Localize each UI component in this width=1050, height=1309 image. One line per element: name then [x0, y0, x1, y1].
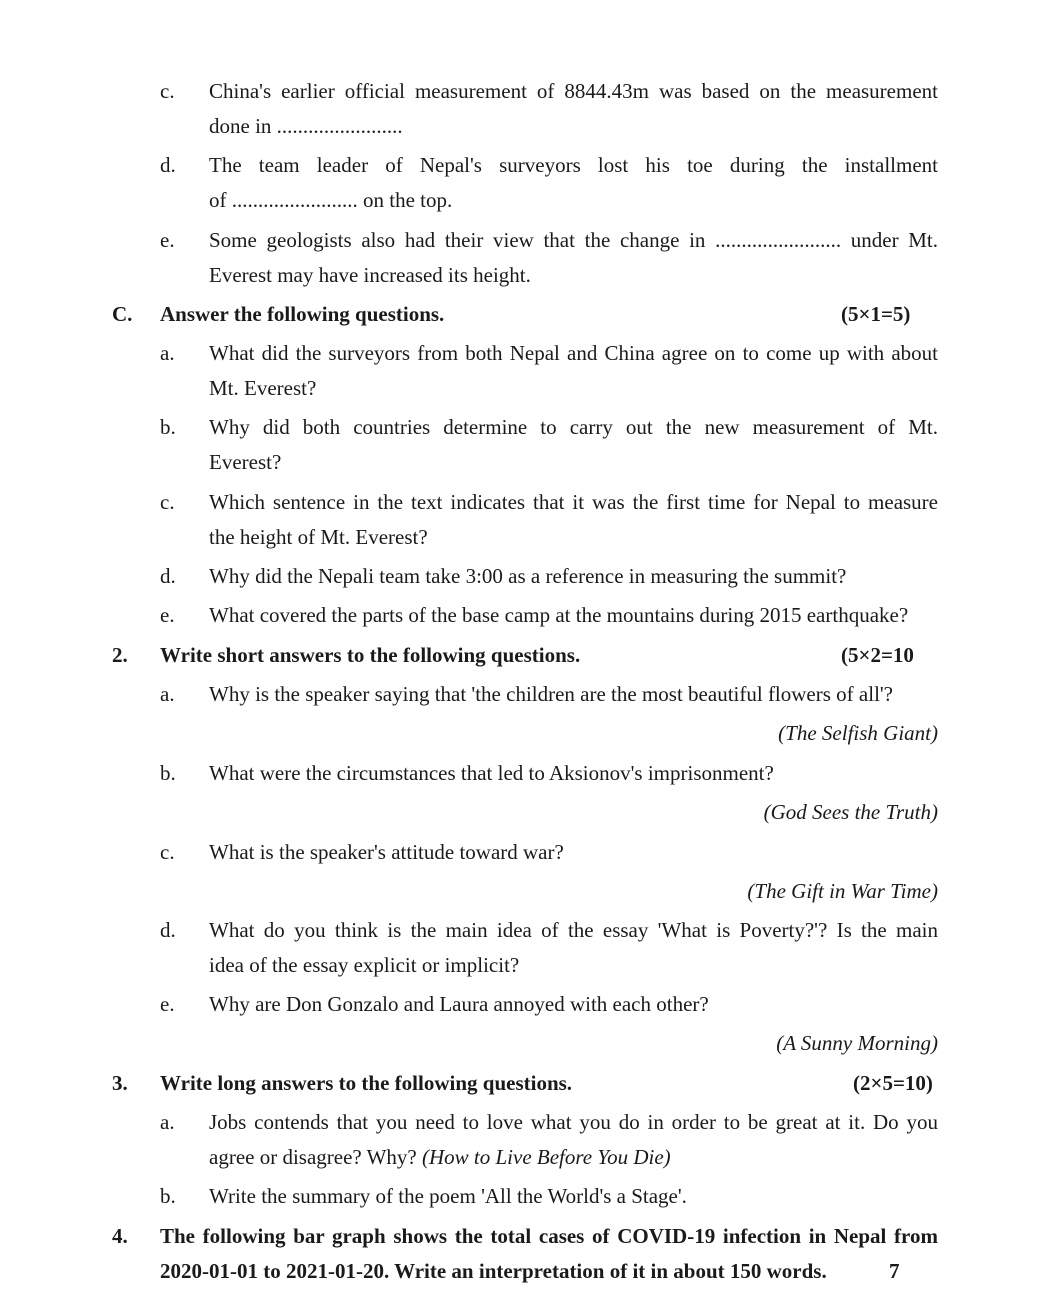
question-text: What covered the parts of the base camp at the mountains during 2015 earthquake?: [209, 603, 909, 627]
section-marks: (5×1=5): [841, 302, 911, 326]
item-label: b.: [160, 415, 176, 439]
source-citation: (The Gift in War Time): [747, 879, 938, 903]
item-label: e.: [160, 228, 175, 252]
question-text: Jobs contends that you need to love what you do in order to be great at it. Do you: [209, 1110, 938, 1134]
item-label: c.: [160, 79, 175, 103]
item-label: a.: [160, 1110, 175, 1134]
question-marks: 7: [889, 1259, 900, 1283]
question-text: of ........................ on the top.: [209, 188, 453, 212]
item-label: b.: [160, 1184, 176, 1208]
item-label: b.: [160, 761, 176, 785]
item-label: d.: [160, 564, 176, 588]
section-label: C.: [112, 302, 133, 326]
item-label: c.: [160, 490, 175, 514]
question-heading: 2020-01-01 to 2021-01-20. Write an interpretation of it in about 150 words.: [160, 1259, 827, 1283]
item-label: c.: [160, 840, 175, 864]
question-text-line: [209, 1144, 938, 1170]
question-text: idea of the essay explicit or implicit?: [209, 953, 520, 977]
question-text: done in ........................: [209, 114, 403, 138]
source-citation: (How to Live Before You Die): [422, 1145, 671, 1169]
question-number: 3.: [112, 1071, 128, 1095]
question-text: Everest may have increased its height.: [209, 263, 531, 287]
question-text: Why did the Nepali team take 3:00 as a reference in measuring the summit?: [209, 564, 847, 588]
question-text: What were the circumstances that led to Aksionov's imprisonment?: [209, 761, 774, 785]
source-citation: (The Selfish Giant): [778, 721, 938, 745]
item-label: a.: [160, 682, 175, 706]
question-text: Mt. Everest?: [209, 376, 317, 400]
question-heading: Write long answers to the following questions.: [160, 1071, 573, 1095]
item-label: d.: [160, 153, 176, 177]
question-text: Which sentence in the text indicates that it was the first time for Nepal to measure: [209, 490, 938, 514]
question-text: The team leader of Nepal's surveyors lost his toe during the installment: [209, 153, 938, 177]
question-text: Why did both countries determine to carry out the new measurement of Mt.: [209, 415, 938, 439]
question-text: Why is the speaker saying that 'the children are the most beautiful flowers of all'?: [209, 682, 894, 706]
item-label: a.: [160, 341, 175, 365]
question-heading: Write short answers to the following questions.: [160, 643, 581, 667]
question-marks: (5×2=10: [841, 643, 914, 667]
question-text: Some geologists also had their view that the change in ........................ under Mt.: [209, 228, 938, 252]
question-text: China's earlier official measurement of 8844.43m was based on the measurement: [209, 79, 938, 103]
item-label: d.: [160, 918, 176, 942]
question-text: What did the surveyors from both Nepal and China agree on to come up with about: [209, 341, 938, 365]
question-text: agree or disagree? Why?: [209, 1145, 417, 1169]
question-heading: The following bar graph shows the total cases of COVID-19 infection in Nepal from: [160, 1224, 938, 1248]
question-marks: (2×5=10): [853, 1071, 933, 1095]
question-text: What do you think is the main idea of the essay 'What is Poverty?'? Is the main: [209, 918, 938, 942]
source-citation: (A Sunny Morning): [776, 1031, 938, 1055]
question-text: the height of Mt. Everest?: [209, 525, 428, 549]
item-label: e.: [160, 992, 175, 1016]
section-heading: Answer the following questions.: [160, 302, 445, 326]
question-number: 2.: [112, 643, 128, 667]
question-text: Everest?: [209, 450, 282, 474]
question-text: Write the summary of the poem 'All the World's a Stage'.: [209, 1184, 687, 1208]
item-label: e.: [160, 603, 175, 627]
question-number: 4.: [112, 1224, 128, 1248]
question-text: Why are Don Gonzalo and Laura annoyed with each other?: [209, 992, 709, 1016]
question-text: What is the speaker's attitude toward war?: [209, 840, 564, 864]
source-citation: (God Sees the Truth): [763, 800, 938, 824]
